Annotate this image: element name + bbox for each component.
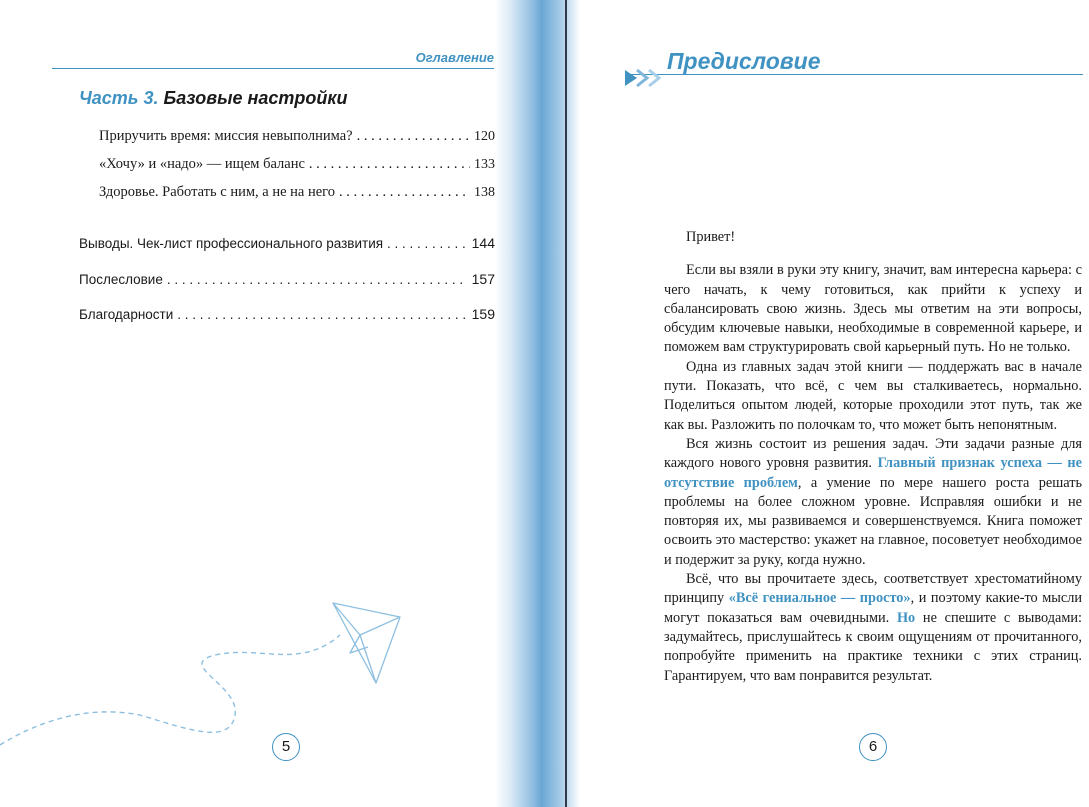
toc-entry-page: 120 — [474, 129, 495, 144]
toc-leader-dots — [357, 128, 470, 145]
toc-entry[interactable] — [79, 235, 495, 251]
part-name: Базовые настройки — [163, 88, 348, 108]
toc-entry-page: 138 — [474, 185, 495, 200]
paragraph — [664, 570, 1082, 686]
toc-entry-page: 159 — [471, 306, 495, 322]
preface-body — [664, 228, 1082, 686]
book-spine-shadow — [495, 0, 580, 807]
chevrons-icon — [625, 68, 665, 88]
toc-entry-page: 157 — [471, 271, 495, 287]
book-spine-line — [565, 0, 567, 807]
toc-leader-dots — [387, 236, 468, 251]
paragraph-text: , и поэтому какие-то мысли могут показаться вам очевидными. — [664, 590, 1082, 626]
part-heading — [79, 88, 347, 109]
toc-leader-dots — [167, 272, 468, 287]
toc-leader-dots — [339, 184, 470, 201]
chapter-header — [625, 50, 1083, 75]
toc-entry-title: Послесловие — [79, 272, 163, 287]
paragraph-text: Всё, что вы прочитаете здесь, соответствует хрестоматийному принципу — [664, 571, 1082, 607]
paragraph-text: , а умение по мере нашего роста решать проблемы на более сложном уровне. Исправляя ошибки и не повторяя их, мы развиваемся и совершенствуемся. Книга поможет освоить это мастерство: укажет на главное, посоветует необходимое и подержит за руку, когда нужно. — [664, 474, 1082, 568]
toc-entry[interactable] — [99, 156, 495, 173]
toc-leader-dots — [177, 307, 467, 322]
toc-header-label: Оглавление — [415, 50, 494, 65]
paragraph-text: не спешите с выводами: задумайтесь, прислушайтесь к своим ощущениям от прочитанного, попробуйте применить на практике техники с этих страниц. Гарантируем, что вам понравится результат. — [664, 609, 1082, 684]
toc-entry-title: Благодарности — [79, 307, 174, 322]
toc-entry[interactable] — [99, 128, 495, 145]
paragraph-text: Вся жизнь состоит из решения задач. Эти задачи разные для каждого нового уровня развития. — [664, 435, 1082, 472]
highlight-text: «Всё гениальное — просто» — [728, 590, 911, 607]
toc-entry[interactable] — [79, 271, 495, 287]
toc-header — [52, 48, 494, 69]
toc-entry-title: Выводы. Чек-лист профессионального развития — [79, 236, 384, 251]
paragraph — [664, 358, 1082, 435]
left-page-number: 5 — [272, 733, 300, 761]
toc-entry-title: «Хочу» и «надо» — ищем баланс — [99, 156, 305, 172]
part-number: Часть 3. — [79, 88, 159, 108]
highlight-text: Но — [896, 609, 916, 626]
chapter-title: Предисловие — [667, 48, 821, 74]
toc-leader-dots — [309, 156, 470, 173]
paragraph: Если вы взяли в руки эту книгу, значит, вам интересна карьера: с чего начать, к чему готовиться, как прийти к успеху и сбалансировать свою жизнь. Здесь мы ответим на эти вопросы, обсудим ключевые навыки, необходимые в современной карьере, и поможем вам структурировать свой карьерный путь. Но не только. — [664, 262, 1082, 356]
right-page-number: 6 — [859, 733, 887, 761]
paper-plane-icon — [0, 595, 410, 755]
toc-entry-page: 144 — [471, 235, 495, 251]
toc-entry-title: Здоровье. Работать с ним, а не на него — [99, 184, 336, 200]
toc-entry-page: 133 — [474, 157, 495, 172]
toc-entry-title: Приручить время: миссия невыполнима? — [99, 128, 353, 144]
paragraph-text: Одна из главных задач этой книги — поддержать вас в начале пути. Показать, что всё, с чем вы сталкиваетесь, нормально. Поделиться опытом людей, которые проходили этот путь, так же как вы. Разложить по полочкам то, что может быть непонятным. — [664, 358, 1082, 433]
toc-entry[interactable] — [99, 184, 495, 201]
paragraph — [664, 435, 1082, 570]
highlight-text: Главный признак успеха — не отсутствие проблем — [664, 455, 1082, 491]
greeting: Привет! — [686, 229, 736, 245]
toc-entry[interactable] — [79, 306, 495, 322]
